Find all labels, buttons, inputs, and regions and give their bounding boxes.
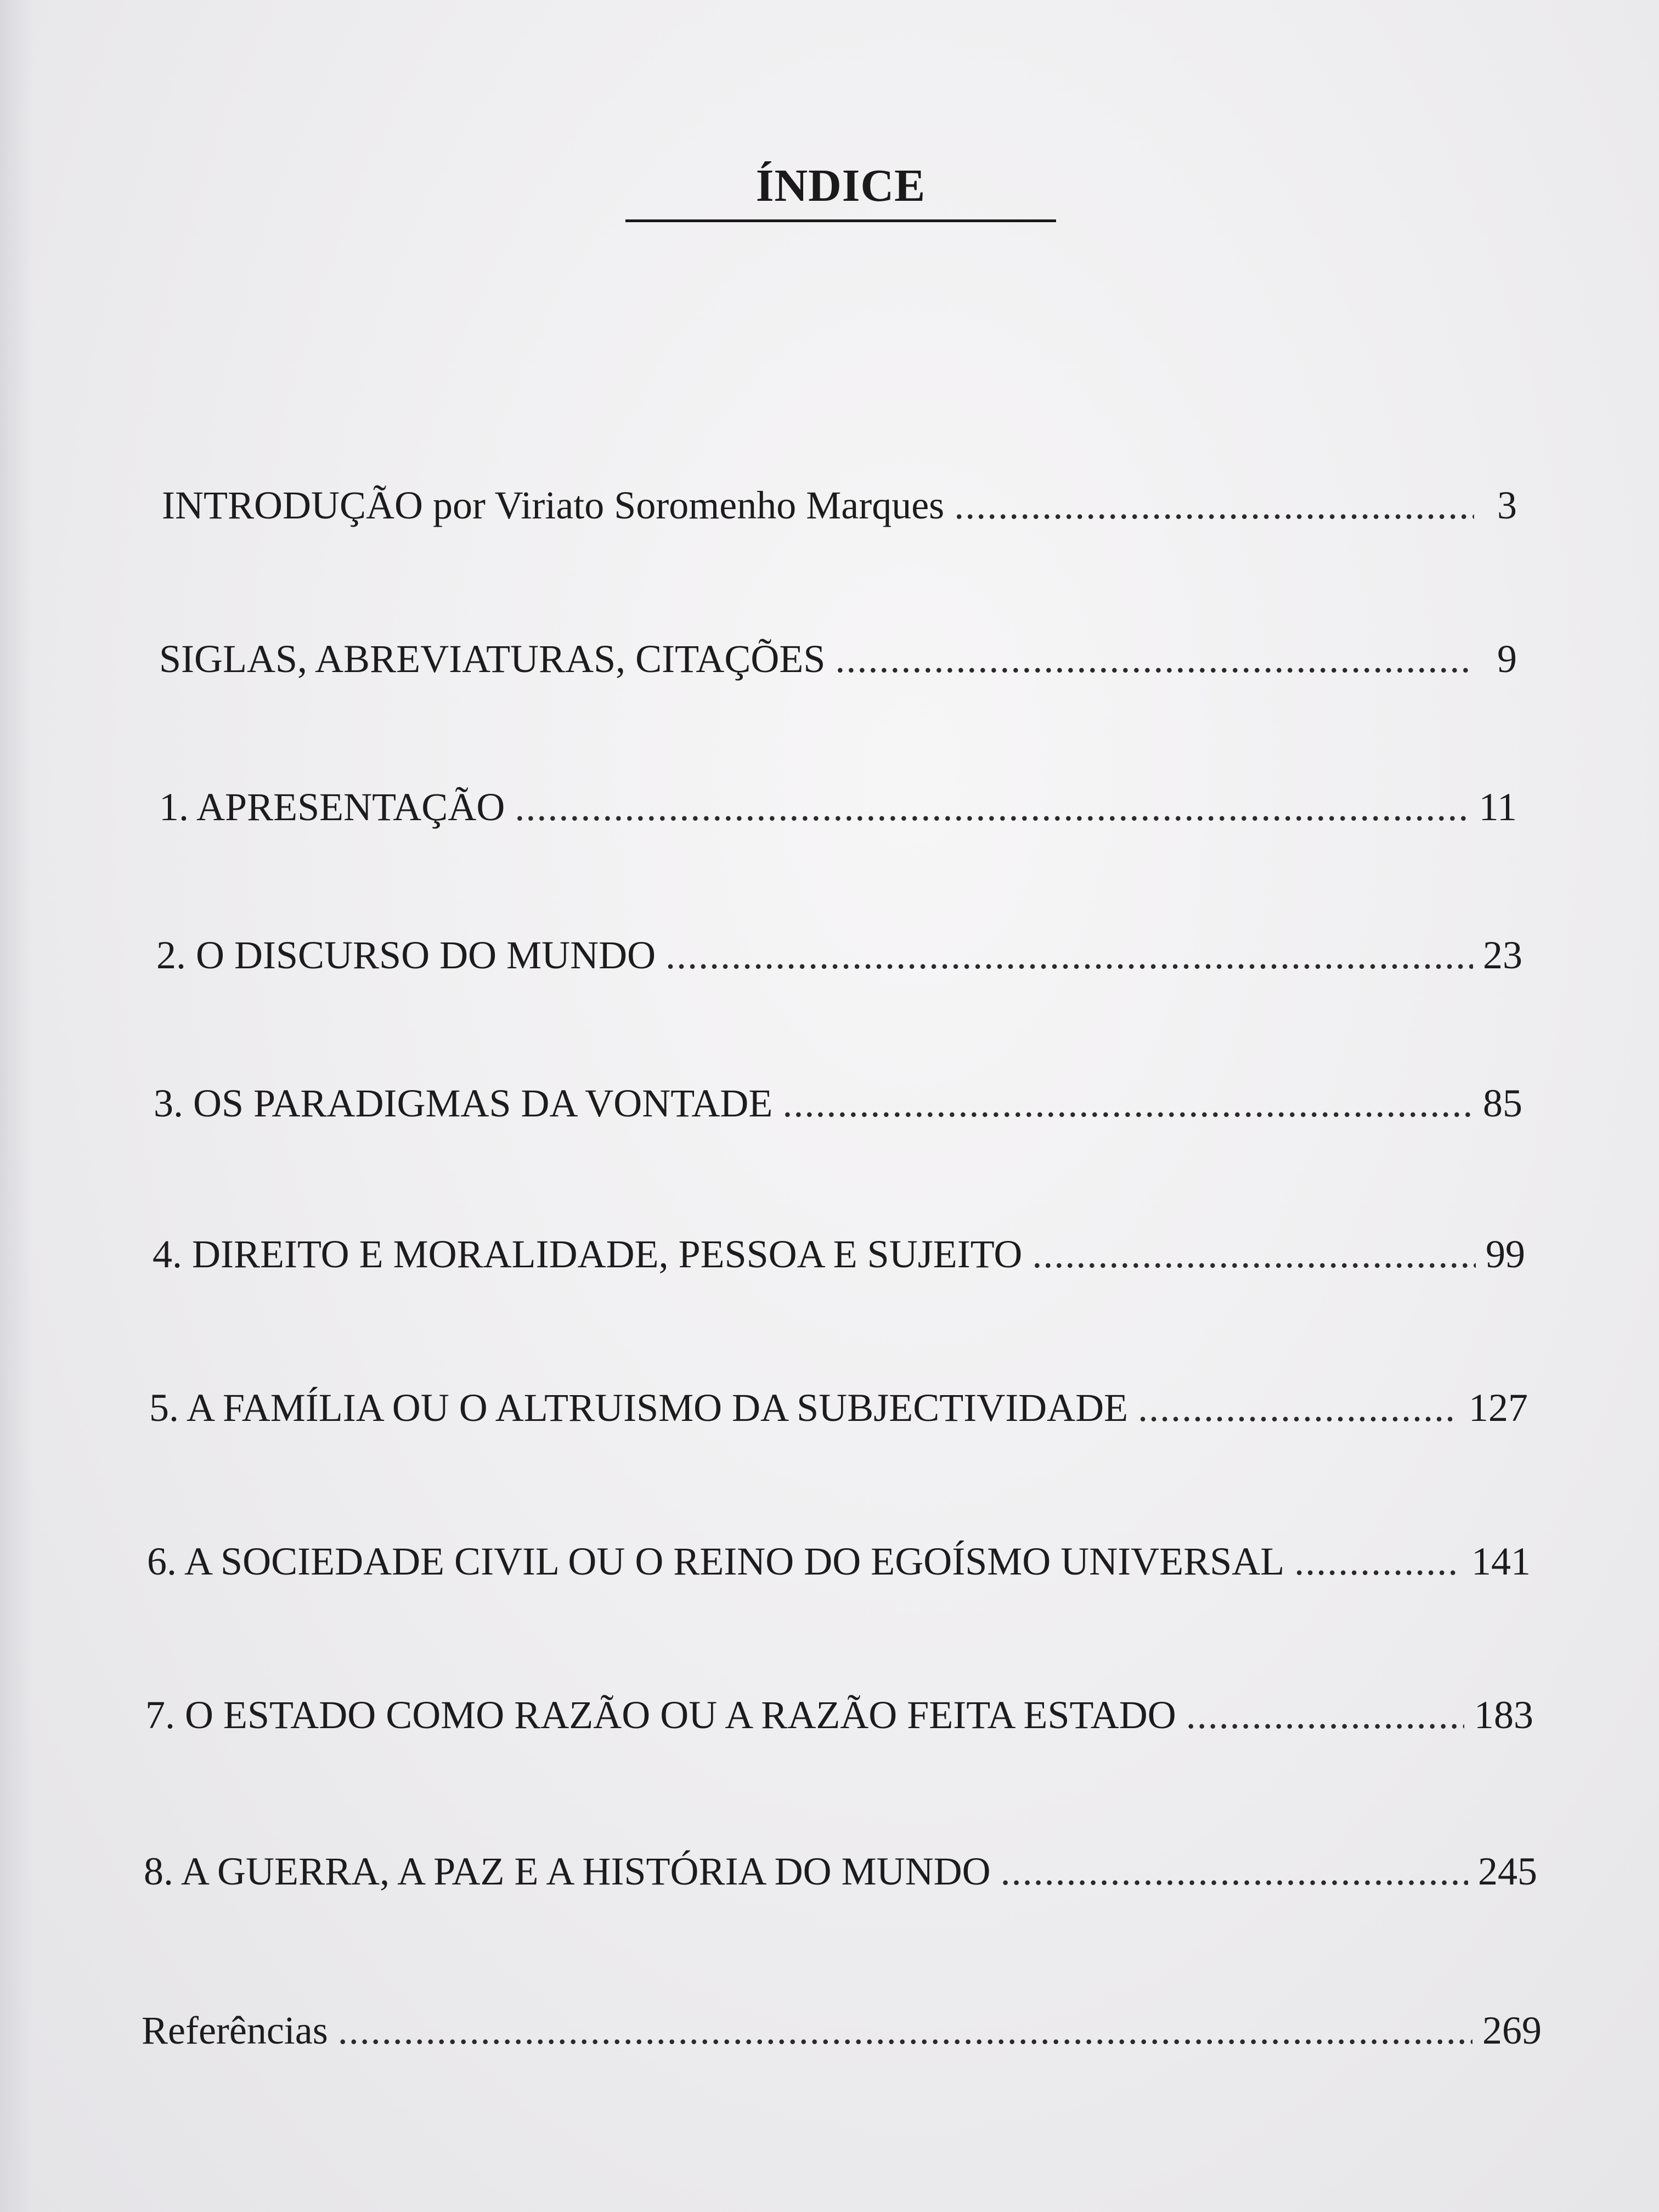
toc-entry-2: [156, 933, 1522, 978]
toc-entry-title: 4. DIREITO E MORALIDADE, PESSOA E SUJEITO: [153, 1232, 1023, 1276]
toc-leader-dots: [338, 2008, 1472, 2053]
toc-entry-page: 269: [1482, 2008, 1542, 2052]
toc-entry-title: 8. A GUERRA, A PAZ E A HISTÓRIA DO MUNDO: [144, 1849, 991, 1893]
toc-leader-dots: [782, 1081, 1473, 1126]
toc-leader-dots: [1001, 1849, 1468, 1894]
toc-entry-page: 9: [1497, 637, 1517, 681]
toc-entry-title: 2. O DISCURSO DO MUNDO: [156, 933, 656, 977]
toc-entry-8: [144, 1849, 1537, 1894]
toc-entry-title: 3. OS PARADIGMAS DA VONTADE: [154, 1081, 773, 1125]
page-title: ÍNDICE: [755, 160, 926, 211]
toc-entry-page: 183: [1474, 1693, 1533, 1737]
toc-entry-title: 7. O ESTADO COMO RAZÃO OU A RAZÃO FEITA ESTADO: [145, 1693, 1176, 1737]
toc-entry-page: 85: [1483, 1081, 1522, 1125]
toc-entry-title: SIGLAS, ABREVIATURAS, CITAÇÕES: [159, 637, 826, 681]
toc-entry-page: 141: [1471, 1539, 1531, 1583]
toc-entry-4: [153, 1232, 1525, 1277]
toc-entry-title: Referências: [142, 2008, 328, 2052]
toc-entry-page: 11: [1479, 785, 1517, 829]
toc-entry-title: INTRODUÇÃO por Viriato Soromenho Marques: [162, 483, 945, 527]
toc-entry-3: [154, 1081, 1522, 1126]
toc-entry-7: [145, 1692, 1533, 1738]
toc-entry-5: [149, 1385, 1528, 1431]
toc-leader-dots: [1138, 1385, 1459, 1431]
toc-leader-dots: [515, 785, 1469, 830]
toc-leader-dots: [665, 933, 1473, 978]
toc-entry-title: 6. A SOCIEDADE CIVIL OU O REINO DO EGOÍSMO UNIVERSAL: [147, 1539, 1285, 1583]
toc-entry-siglas: [159, 636, 1517, 682]
toc-leader-dots: [1186, 1692, 1464, 1738]
toc-entry-page: 3: [1497, 483, 1517, 527]
toc-entry-1: [159, 785, 1517, 830]
toc-entry-page: 127: [1469, 1386, 1528, 1430]
toc-entry-page: 245: [1478, 1849, 1537, 1893]
toc-entry-page: 23: [1483, 933, 1522, 977]
toc-leader-dots: [835, 636, 1474, 682]
toc-leader-dots: [954, 483, 1474, 528]
page-edge-shadow: [0, 0, 33, 2212]
toc-entry-page: 99: [1486, 1232, 1525, 1276]
toc-entry-title: 5. A FAMÍLIA OU O ALTRUISMO DA SUBJECTIVIDADE: [149, 1386, 1128, 1430]
toc-entry-referencias: [142, 2008, 1542, 2053]
title-underline: [625, 219, 1056, 222]
toc-leader-dots: [1294, 1539, 1462, 1584]
toc-entry-introducao: [162, 483, 1517, 528]
toc-entry-title: 1. APRESENTAÇÃO: [159, 785, 505, 829]
toc-leader-dots: [1032, 1232, 1476, 1277]
toc-entry-6: [147, 1539, 1531, 1584]
